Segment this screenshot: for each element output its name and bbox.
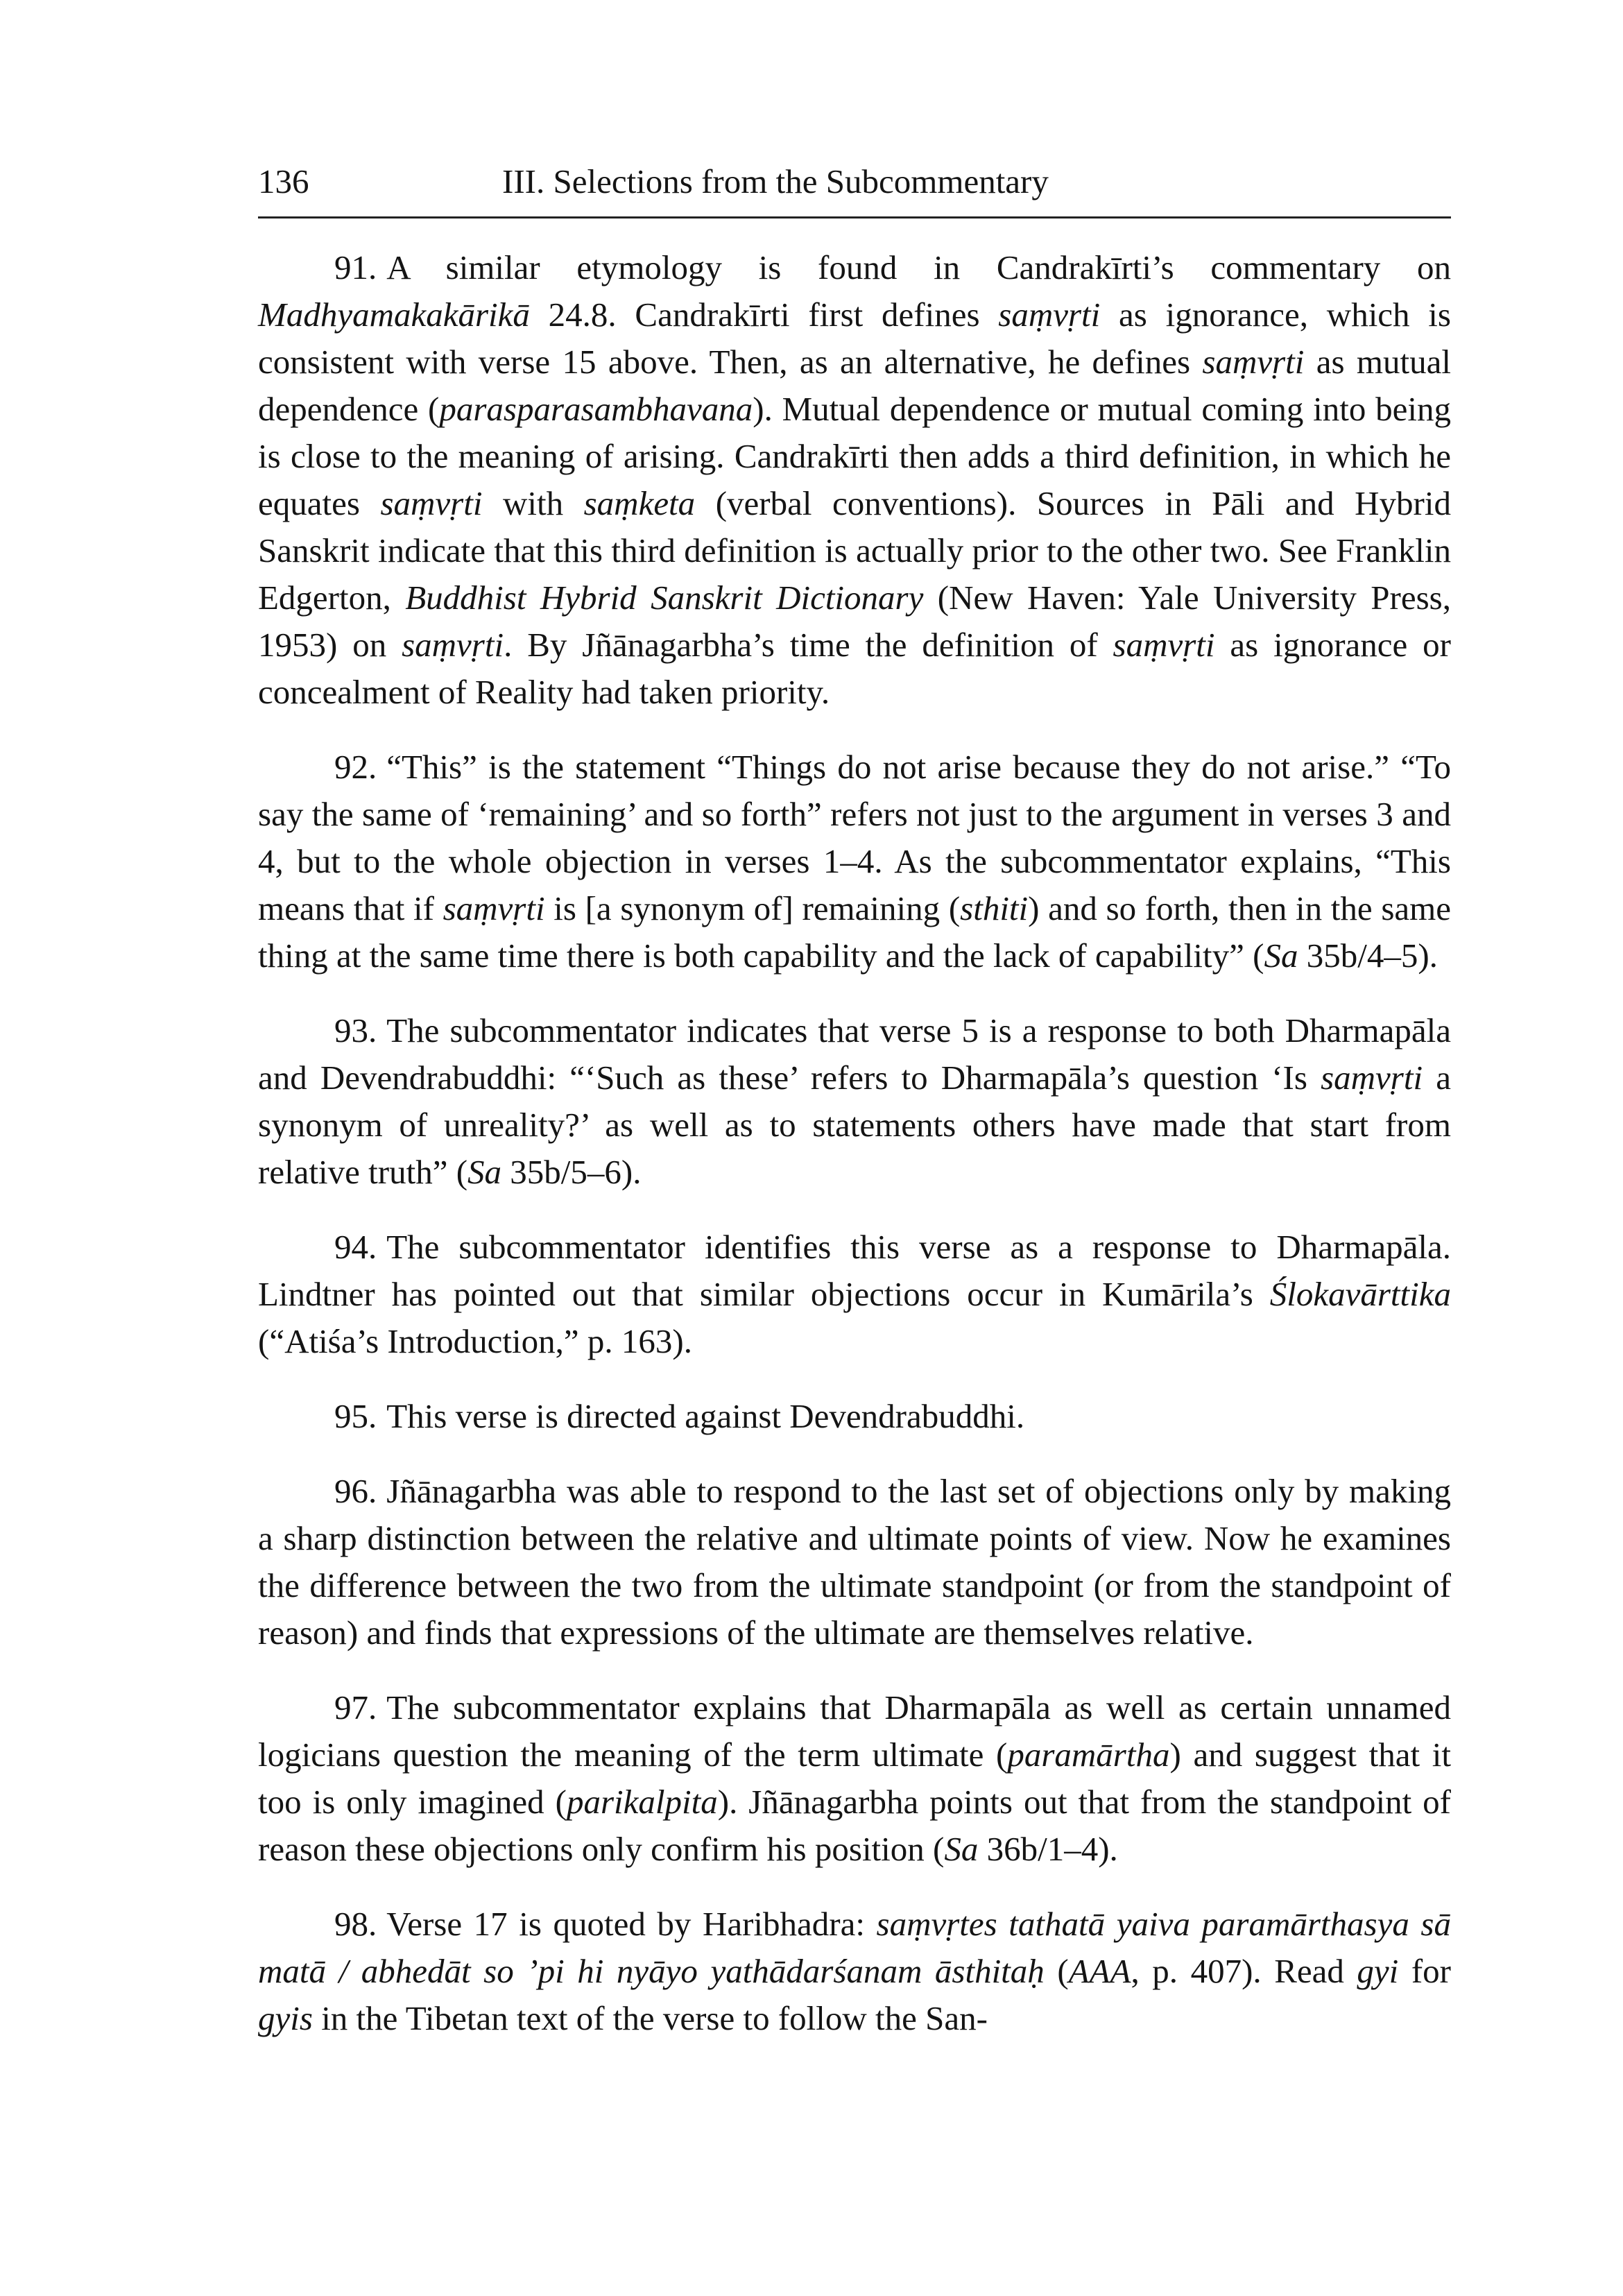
note-text: (verbal conventions). Sources in Pāli and Hybrid Sanskrit indicate that this third definition is actually prior to the other two. See Franklin Edgerton, [258,484,1451,617]
note-text: This verse is directed against Devendrabuddhi. [386,1397,1025,1435]
note-text: A similar etymology is found in Candrakīrti’s commentary on [386,248,1451,286]
note-number: 93. [334,1011,377,1050]
note-97 [258,1684,1451,1873]
note-text: Verse 17 is quoted by Haribhadra: [386,1905,877,1943]
note-text: in the Tibetan text of the verse to follow the San- [312,1999,988,2037]
note-number: 96. [334,1472,377,1510]
note-text: The subcommentator explains that Dharmapāla as well as certain unnamed logicians question the meaning of the term ultimate ( [258,1688,1451,1774]
notes-list [258,244,1451,2070]
note-94 [258,1224,1451,1365]
note-text: (“Atiśa’s Introduction,” p. 163). [258,1322,692,1360]
note-text: ). Jñānagarbha points out that from the standpoint of reason these objections only confirm his position ( [258,1783,1451,1868]
note-italic-text: paramārtha [1007,1736,1170,1774]
note-italic-text: saṃvṛti [1202,343,1305,381]
note-italic-text: Sa [467,1153,502,1191]
note-italic-text: saṃvṛti [998,295,1101,334]
note-text: ( [1044,1952,1069,1990]
note-98 [258,1901,1451,2042]
note-italic-text: saṃketa [583,484,696,522]
note-italic-text: saṃvṛti [1113,626,1215,664]
note-96 [258,1468,1451,1656]
note-92 [258,744,1451,979]
note-italic-text: Ślokavārttika [1269,1275,1451,1313]
note-text: “This” is the statement “Things do not arise because they do not arise.” “To say the same of ‘remaining’ and so forth” refers not just to the argument in verses 3 and 4, but to the whole objection in verses 1–4. As the subcommentator explains, “This means that if [258,748,1451,927]
note-text: 35b/4–5). [1298,936,1438,975]
note-text: as mutual dependence ( [258,343,1451,428]
note-number: 97. [334,1688,377,1727]
note-text: ) and suggest that it too is only imagined ( [258,1736,1451,1821]
note-number: 92. [334,748,377,786]
note-text: 36b/1–4). [978,1830,1118,1868]
page-number: 136 [258,162,309,200]
note-text: as ignorance, which is consistent with verse 15 above. Then, as an alternative, he defines [258,295,1451,381]
running-title: III. Selections from the Subcommentary [502,162,1049,200]
note-italic-text: Buddhist Hybrid Sanskrit Dictionary [405,579,924,617]
note-95 [258,1393,1451,1440]
note-italic-text: saṃvṛtes tathatā yaiva paramārthasya sā matā / abhedāt so ’pi hi nyāyo yathādarśanam āsthitaḥ [258,1905,1451,1990]
note-text: Jñānagarbha was able to respond to the last set of objections only by making a sharp distinction between the relative and ultimate points of view. Now he examines the difference between the two from the ultimate standpoint (or from the standpoint of reason) and finds that expressions of the ultimate are themselves relative. [258,1472,1451,1652]
note-italic-text: parikalpita [566,1783,718,1821]
note-italic-text: parasparasambhavana [439,390,753,428]
running-header [258,154,1451,209]
note-text: is [a synonym of] remaining ( [544,889,961,927]
note-italic-text: saṃvṛti [443,889,545,927]
note-93 [258,1007,1451,1196]
note-text: 35b/5–6). [501,1153,642,1191]
note-italic-text: gyi [1357,1952,1399,1990]
note-italic-text: Madhyamakakārikā [258,295,530,334]
note-italic-text: saṃvṛti [380,484,483,522]
note-italic-text: saṃvṛti [1321,1059,1423,1097]
note-text: ) and so forth, then in the same thing at the same time there is both capability and the lack of capability” ( [258,889,1451,975]
note-text: (New Haven: Yale University Press, 1953) on [258,579,1451,664]
note-text: with [482,484,584,522]
note-91 [258,244,1451,716]
header-rule [258,216,1451,219]
note-italic-text: Sa [944,1830,979,1868]
note-number: 95. [334,1397,377,1435]
note-text: The subcommentator identifies this verse as a response to Dharmapāla. Lindtner has pointed out that similar objections occur in Kumārila’s [258,1228,1451,1313]
note-text: The subcommentator indicates that verse 5 is a response to both Dharmapāla and Devendrabuddhi: “‘Such as these’ refers to Dharmapāla’s question ‘Is [258,1011,1451,1097]
note-number: 98. [334,1905,377,1943]
note-italic-text: AAA [1068,1952,1131,1990]
note-number: 94. [334,1228,377,1266]
note-text: for [1398,1952,1451,1990]
note-text: a synonym of unreality?’ as well as to statements others have made that start from relative truth” ( [258,1059,1451,1191]
note-italic-text: gyis [258,1999,313,2037]
note-text: ). Mutual dependence or mutual coming into being is close to the meaning of arising. Candrakīrti then adds a third definition, in which he equates [258,390,1452,522]
note-italic-text: Sa [1264,936,1298,975]
note-number: 91. [334,248,377,286]
note-text: as ignorance or concealment of Reality had taken priority. [258,626,1451,711]
note-italic-text: saṃvṛti [402,626,504,664]
note-text: . By Jñānagarbha’s time the definition of [504,626,1113,664]
note-text: , p. 407). Read [1131,1952,1357,1990]
note-italic-text: sthiti [960,889,1029,927]
note-text: 24.8. Candrakīrti first defines [529,295,999,334]
